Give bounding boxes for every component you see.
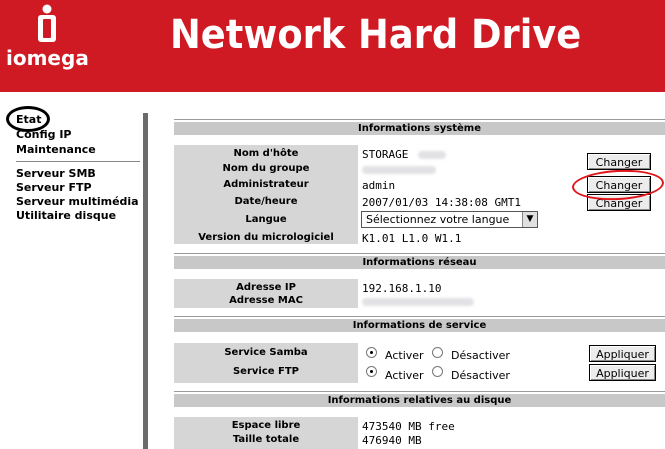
samba-enable-radio[interactable] [366, 347, 377, 358]
section-rule [174, 119, 665, 120]
mac-redaction [362, 298, 474, 306]
ftp-enable-radio[interactable] [366, 366, 377, 377]
sidebar-item-serveur-smb[interactable]: Serveur SMB [16, 167, 96, 180]
section-rule [174, 316, 665, 317]
iomega-i-icon [35, 4, 59, 44]
sidebar-item-etat[interactable]: Etat [16, 113, 42, 126]
brand-wordmark: iomega [6, 46, 89, 70]
section-rule [174, 253, 665, 254]
ftp-disable-radio[interactable] [432, 366, 443, 377]
sidebar-divider [16, 161, 140, 162]
samba-label: Service Samba [224, 347, 308, 358]
admin-value: admin [362, 179, 396, 192]
group-redaction [362, 166, 436, 174]
ftp-disable-label: Désactiver [451, 369, 510, 382]
iomega-logo [0, 0, 96, 92]
samba-disable-label: Désactiver [451, 349, 510, 362]
change-admin-button[interactable]: Changer [587, 176, 651, 193]
change-datetime-button[interactable]: Changer [587, 194, 651, 211]
header-banner [0, 0, 665, 92]
section-rule [174, 391, 665, 392]
firmware-value: K1.01 L1.0 W1.1 [362, 232, 462, 245]
system-labels-panel [174, 145, 358, 244]
language-select-value: Sélectionnez votre langue [366, 213, 510, 226]
section-heading-disk: Informations relatives au disque [174, 394, 665, 407]
sidebar-item-maintenance[interactable]: Maintenance [16, 143, 96, 156]
ftp-label: Service FTP [232, 366, 300, 377]
ip-value: 192.168.1.10 [362, 282, 442, 295]
language-label: Langue [245, 214, 287, 225]
page-title: Network Hard Drive [170, 12, 582, 58]
section-heading-system: Informations système [174, 122, 665, 135]
ftp-enable-label: Activer [385, 369, 424, 382]
admin-label: Administrateur [223, 179, 309, 190]
ip-label: Adresse IP [236, 282, 296, 293]
total-size-value: 476940 MB [362, 434, 422, 447]
hostname-redaction [418, 151, 446, 159]
apply-ftp-button[interactable]: Appliquer [589, 364, 656, 381]
mac-label: Adresse MAC [229, 295, 303, 306]
datetime-label: Date/heure [234, 196, 298, 207]
change-hostname-button[interactable]: Changer [587, 153, 651, 170]
total-size-label: Taille totale [232, 434, 300, 445]
sidebar-item-serveur-multimedia[interactable]: Serveur multimédia [16, 195, 139, 208]
hostname-label: Nom d'hôte [233, 148, 299, 159]
sidebar-item-serveur-ftp[interactable]: Serveur FTP [16, 181, 92, 194]
firmware-label: Version du micrologiciel [198, 232, 334, 243]
samba-enable-label: Activer [385, 349, 424, 362]
section-heading-network: Informations réseau [174, 256, 665, 269]
sidebar-separator-bar [143, 113, 148, 449]
section-heading-service: Informations de service [174, 319, 665, 332]
sidebar-item-utilitaire-disque[interactable]: Utilitaire disque [16, 209, 117, 222]
free-space-label: Espace libre [231, 420, 301, 431]
datetime-value: 2007/01/03 14:38:08 GMT1 [362, 196, 521, 209]
sidebar-item-config-ip[interactable]: Config IP [16, 128, 72, 141]
free-space-value: 473540 MB free [362, 420, 455, 433]
chevron-down-icon[interactable]: ▼ [522, 212, 537, 227]
language-select[interactable] [361, 211, 538, 228]
apply-samba-button[interactable]: Appliquer [589, 345, 656, 362]
group-label: Nom du groupe [222, 163, 310, 174]
hostname-value: STORAGE [362, 148, 409, 161]
samba-disable-radio[interactable] [432, 347, 443, 358]
